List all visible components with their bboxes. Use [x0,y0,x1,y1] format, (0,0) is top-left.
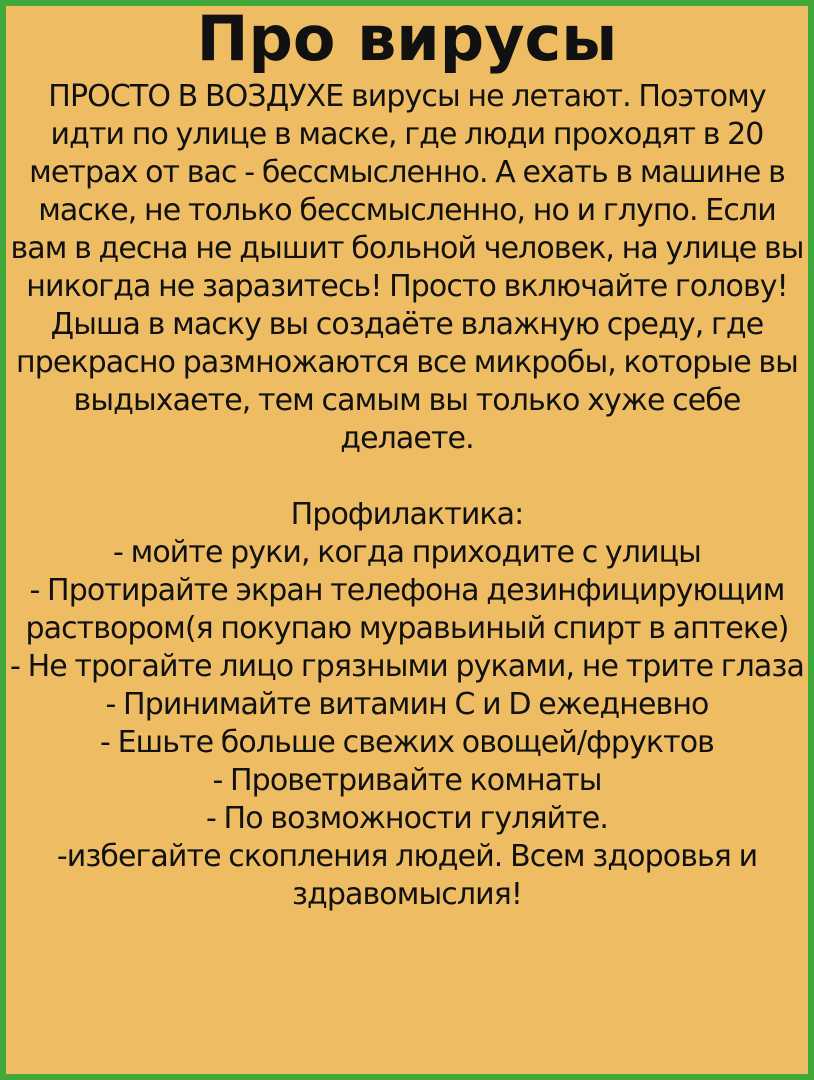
prevention-item: - Проветривайте комнаты [212,763,602,798]
spacer [6,458,808,496]
prevention-item: - мойте руки, когда приходите с улицы [113,535,701,570]
prevention-section [10,496,804,914]
prevention-item: -избегайте скопления людей. Всем здоровья и здравомыслия! [56,839,758,912]
prevention-item: - Протирайте экран телефона дезинфицирующим раствором(я покупаю муравьиный спирт в аптеке) [25,573,789,646]
prevention-item: - Принимайте витамин С и D ежедневно [105,687,709,722]
poster-content [6,8,808,914]
main-paragraph: ПРОСТО В ВОЗДУХЕ вирусы не летают. Поэтому идти по улице в маске, где люди проходят в 20 метрах от вас - бессмысленно. А ехать в машине в маске, не только бессмысленно, но и глупо. Если вам в десна не дышит больной человек, на улице вы никогда не заразитесь! Просто включайте голову! Дыша в маску вы создаёте влажную среду, где прекрасно размножаются все микробы, которые вы выдыхаете, тем самым вы только хуже себе делаете. [10,79,804,456]
poster-card [6,6,808,1074]
prevention-item: - По возможности гуляйте. [206,801,608,836]
page-title: Про вирусы [196,6,618,75]
prevention-item: - Не трогайте лицо грязными руками, не трите глаза [10,649,804,684]
prevention-item: - Ешьте больше свежих овощей/фруктов [100,725,714,760]
prevention-heading: Профилактика: [290,497,524,532]
